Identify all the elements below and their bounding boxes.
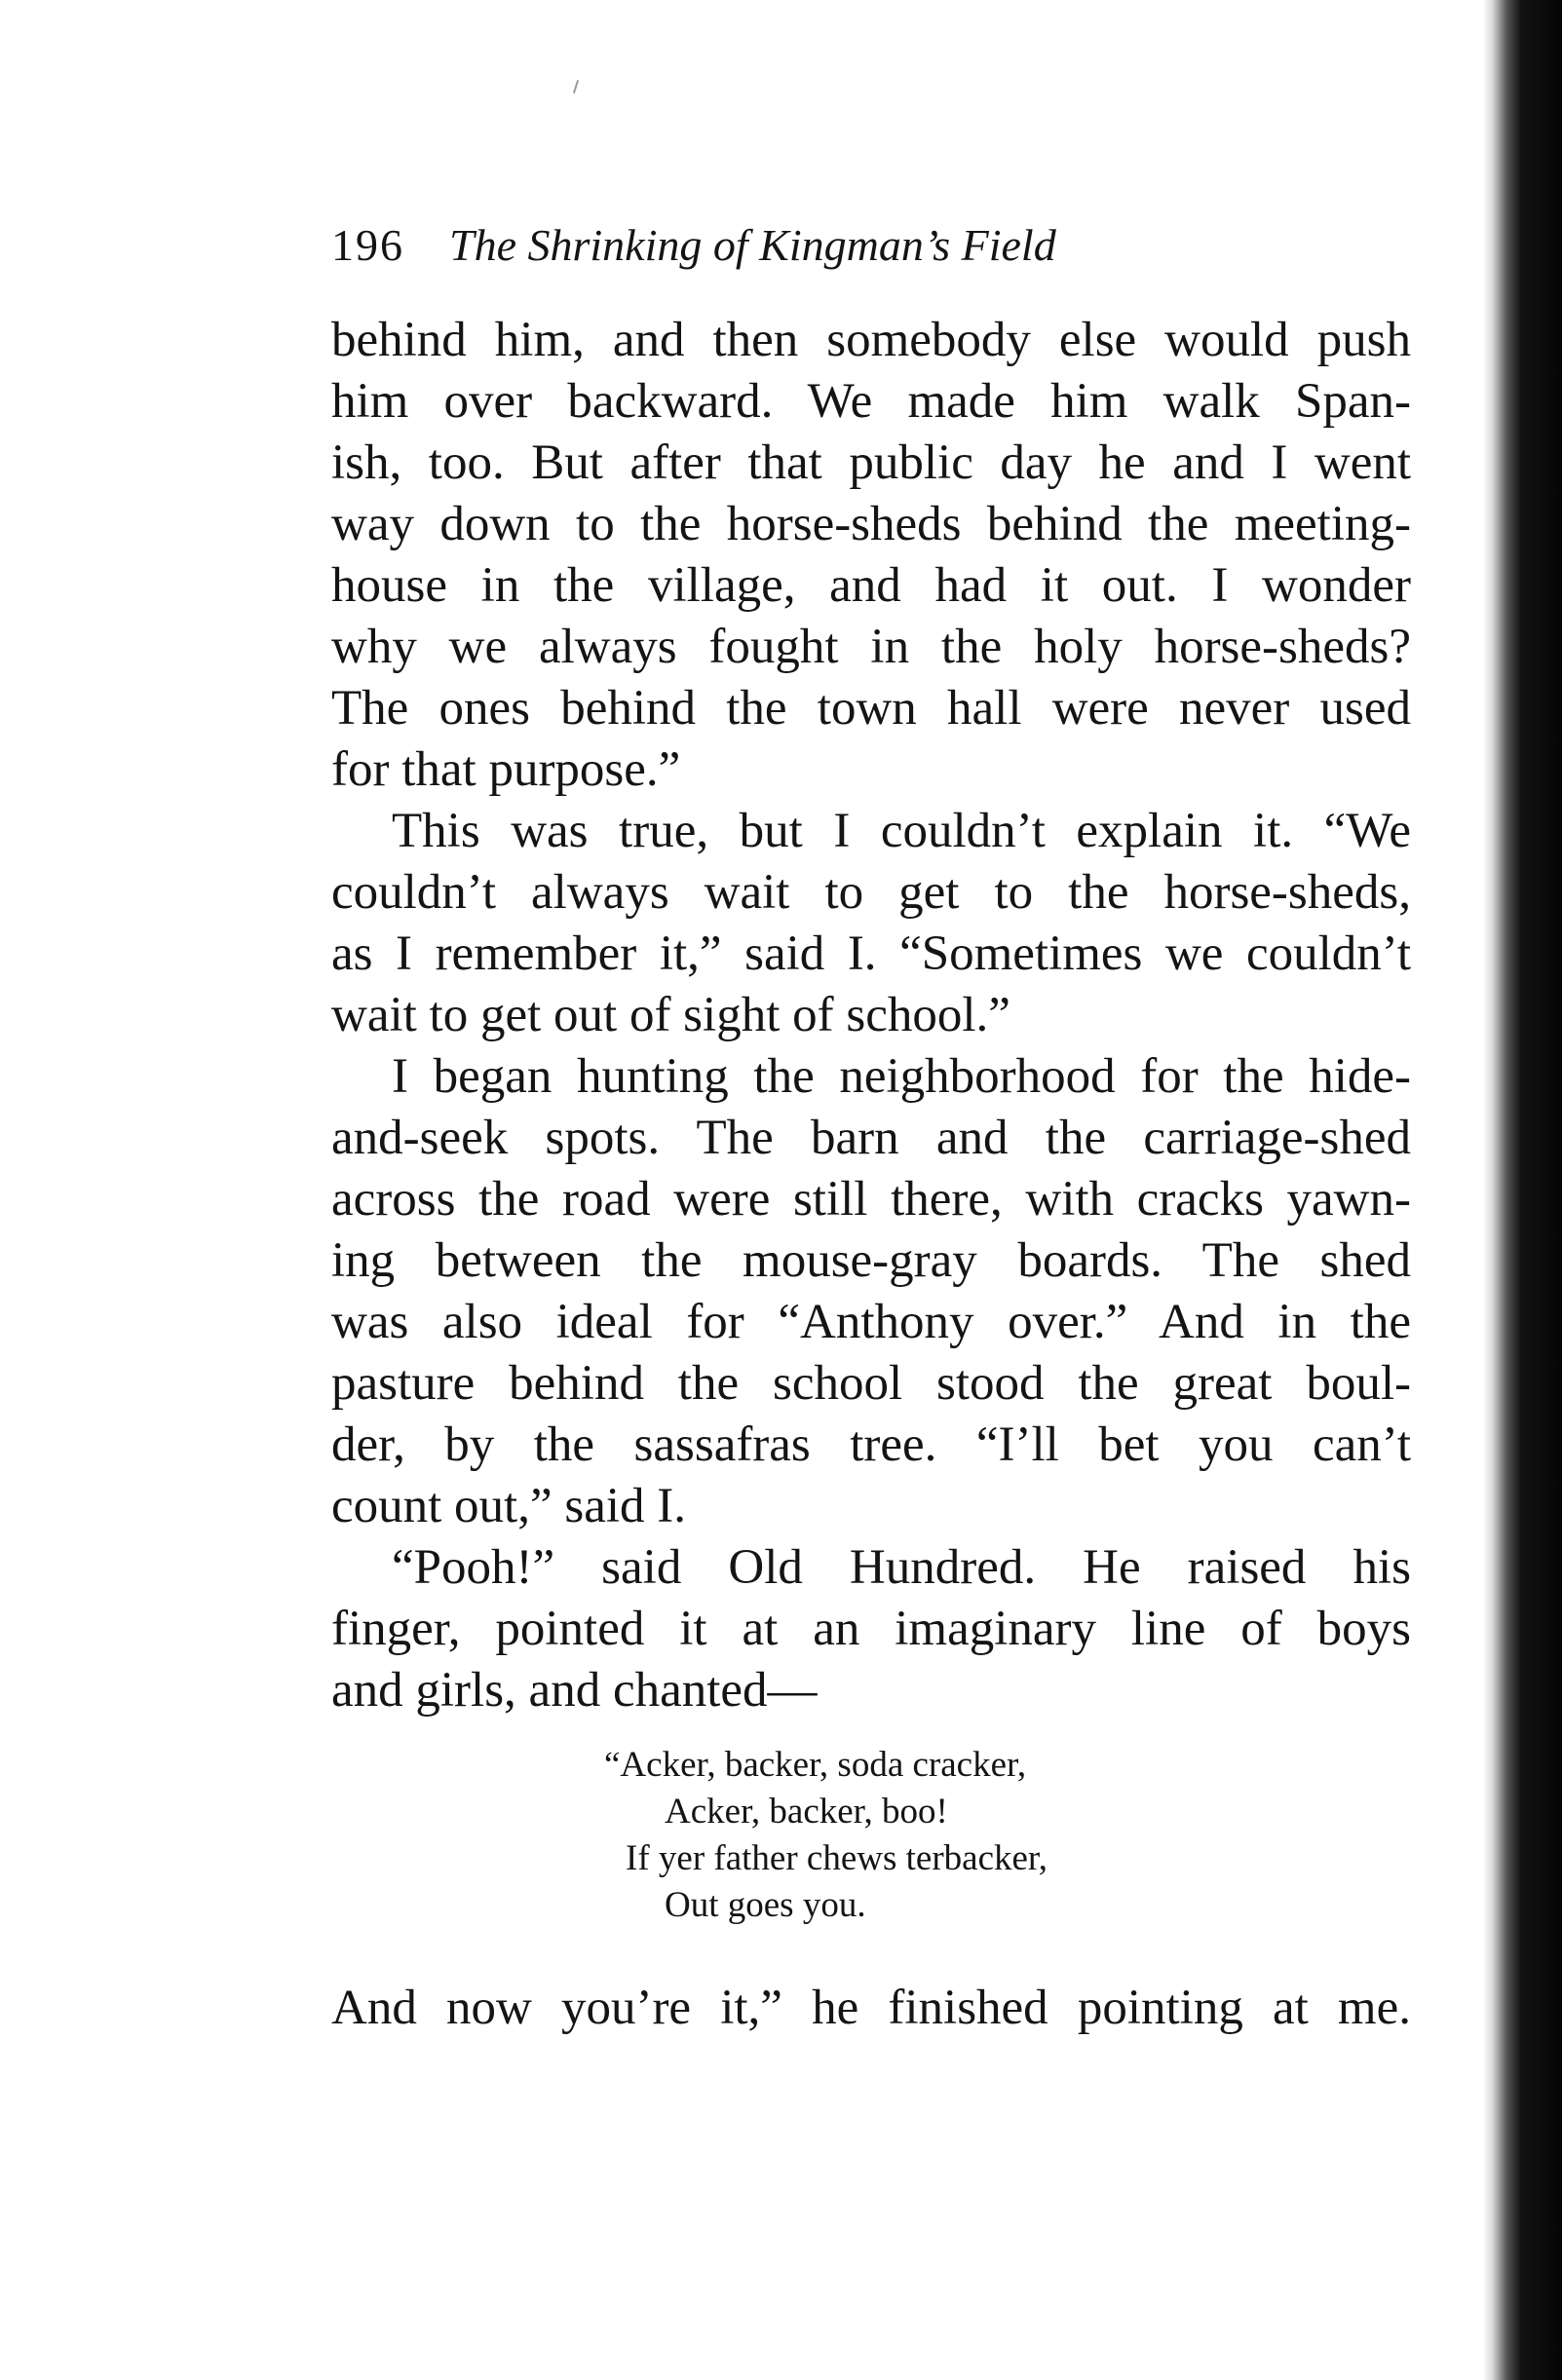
- scan-speck: [573, 80, 579, 94]
- verse-block: [604, 1742, 1048, 1929]
- paragraph-1: [331, 310, 1411, 801]
- text-line: couldn’t always wait to get to the horse-sheds,: [331, 865, 1411, 920]
- text-line: him over backward. We made him walk Span-: [331, 374, 1411, 429]
- text-line: why we always fought in the holy horse-sheds?: [331, 620, 1411, 674]
- text-line: “Pooh!” said Old Hundred. He raised his: [392, 1540, 1411, 1595]
- text-line: der, by the sassafras tree. “I’ll bet you can’t: [331, 1417, 1411, 1472]
- text-line: This was true, but I couldn’t explain it. “We: [392, 804, 1411, 858]
- text-line: behind him, and then somebody else would push: [331, 313, 1411, 367]
- text-line: and girls, and chanted—: [331, 1663, 818, 1718]
- text-line: wait to get out of sight of school.”: [331, 988, 1010, 1042]
- text-line: ing between the mouse-gray boards. The shed: [331, 1233, 1411, 1288]
- text-line: was also ideal for “Anthony over.” And in the: [331, 1295, 1411, 1349]
- text-line: across the road were still there, with cracks yawn-: [331, 1172, 1411, 1227]
- paragraph-2: [331, 801, 1411, 1046]
- paragraph-4: [331, 1537, 1411, 1721]
- text-line: ish, too. But after that public day he and I went: [331, 435, 1411, 490]
- text-line: and-seek spots. The barn and the carriage-shed: [331, 1111, 1411, 1165]
- text-line: as I remember it,” said I. “Sometimes we couldn’t: [331, 926, 1411, 981]
- body-text: [331, 310, 1411, 1721]
- verse-line: If yer father chews terbacker,: [626, 1838, 1048, 1878]
- text-line: The ones behind the town hall were never used: [331, 681, 1411, 736]
- text-line: for that purpose.”: [331, 742, 681, 797]
- text-line: house in the village, and had it out. I wonder: [331, 558, 1411, 613]
- text-line: count out,” said I.: [331, 1479, 686, 1533]
- text-line: finger, pointed it at an imaginary line of boys: [331, 1602, 1411, 1656]
- page-binding-edge: [1483, 0, 1562, 2380]
- paragraph-3: [331, 1046, 1411, 1537]
- closing-line: And now you’re it,” he finished pointing at me.: [331, 1981, 1411, 2035]
- verse-line: Acker, backer, boo!: [665, 1792, 948, 1832]
- running-title: The Shrinking of Kingman’s Field: [449, 220, 1056, 270]
- running-head: [331, 219, 1056, 282]
- text-line: pasture behind the school stood the great boul-: [331, 1356, 1411, 1411]
- verse-line: “Acker, backer, soda cracker,: [604, 1745, 1027, 1785]
- text-line: I began hunting the neighborhood for the hide-: [392, 1049, 1411, 1104]
- text-line: way down to the horse-sheds behind the meeting-: [331, 497, 1411, 551]
- verse-line: Out goes you.: [665, 1885, 866, 1925]
- page-number: 196: [331, 220, 404, 270]
